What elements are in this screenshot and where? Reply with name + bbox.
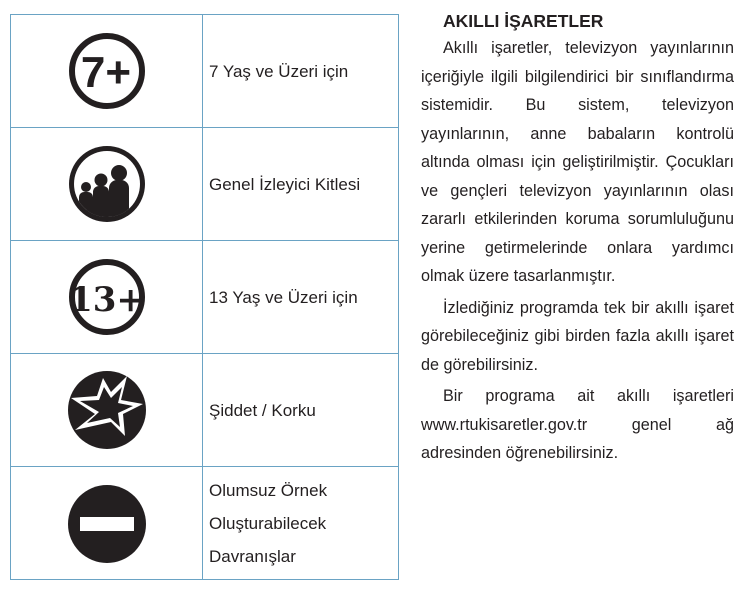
article-title: AKILLI İŞARETLER [443, 11, 604, 31]
row-label [203, 15, 398, 127]
article-paragraph: Bir programa ait akıllı işaretleri www.rtukisaretler.gov.tr genel ağ adresinden öğrenebilirsiniz. [421, 387, 734, 462]
table-row [11, 128, 398, 241]
article-paragraph: Akıllı işaretler, televizyon yayınlarının içeriğiyle ilgili bilgilendirici bir sınıflandırma sistemidir. Bu sistem, televizyon yayınlarının, anne babaların kontrolü altında olması için geliştirilmiştir. Çocukları ve gençleri televizyon yayınlarının olası zararlı etkilerinden koruma sorumluluğunu yerine getirmelerinde onlara yardımcı olmak üzere tasarlanmıştır. [421, 39, 734, 285]
label-text: Olumsuz Örnek [209, 481, 328, 500]
table-row [11, 15, 398, 128]
row-label [203, 467, 398, 580]
svg-text:7+: 7+ [80, 48, 131, 97]
negative-example-icon [67, 484, 147, 564]
age-13-plus-icon [67, 257, 147, 337]
general-audience-icon [67, 144, 147, 224]
article-paragraph: İzlediğiniz programda tek bir akıllı işaret görebileceğiniz gibi birden fazla akıllı işaret de görebilirsiniz. [421, 298, 734, 374]
icon-cell [11, 354, 203, 466]
row-label [203, 241, 398, 353]
table-row [11, 241, 398, 354]
icon-cell [11, 467, 203, 580]
label-text: Davranışlar [209, 547, 296, 566]
age-7-plus-icon [67, 31, 147, 111]
violence-fear-icon [67, 370, 147, 450]
label-text: Oluşturabilecek [209, 514, 327, 533]
row-label [203, 128, 398, 240]
smart-signs-table [10, 14, 399, 580]
icon-cell [11, 128, 203, 240]
table-row [11, 354, 398, 467]
row-label [203, 354, 398, 466]
article [421, 8, 734, 468]
svg-text:13+: 13+ [68, 280, 145, 320]
label-text: 13 Yaş ve Üzeri için [209, 287, 358, 307]
label-text: Genel İzleyici Kitlesi [209, 174, 361, 194]
label-text: 7 Yaş ve Üzeri için [209, 61, 349, 81]
icon-cell [11, 15, 203, 127]
table-row [11, 467, 398, 580]
icon-cell [11, 241, 203, 353]
label-text: Şiddet / Korku [209, 400, 316, 420]
